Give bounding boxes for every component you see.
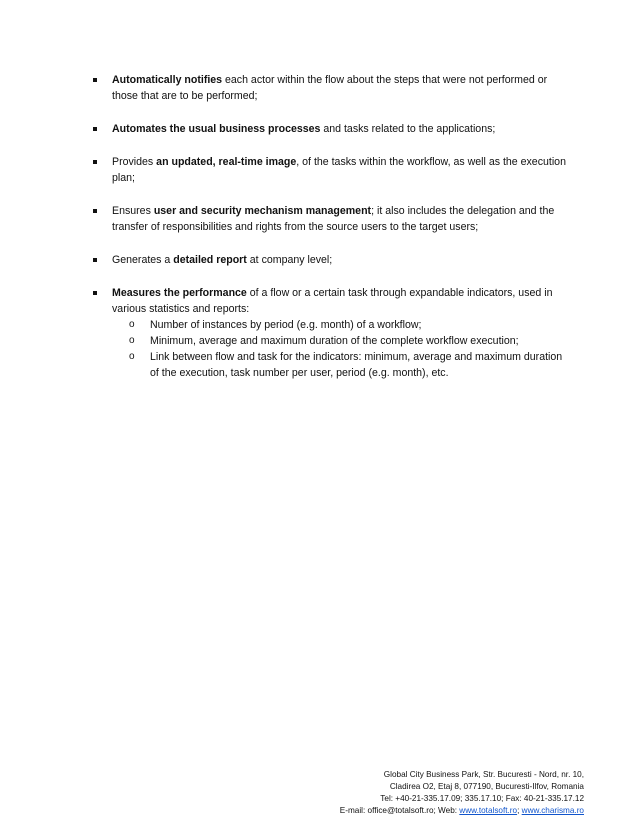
bullet-text: ; it also includes the delegation and the transfer of responsibilities and rights from the source users to the target users; — [112, 205, 555, 233]
square-bullet-icon — [93, 209, 97, 213]
square-bullet-icon — [93, 78, 97, 82]
feature-list — [89, 72, 569, 398]
list-item — [89, 72, 569, 104]
bullet-bold-text: detailed report — [173, 254, 247, 266]
bullet-bold-text: user and security mechanism management — [153, 205, 372, 217]
footer-address-line: Cladirea O2, Etaj 8, 077190, Bucuresti-Ilfov, Romania — [389, 782, 584, 791]
sub-list-item — [112, 349, 569, 381]
bullet-prefix: Ensures — [112, 205, 154, 217]
bullet-bold-text: an updated, real-time image — [156, 156, 297, 168]
list-item — [89, 154, 569, 186]
square-bullet-icon — [93, 258, 97, 262]
page-footer — [340, 769, 584, 817]
sub-list — [112, 317, 569, 381]
bullet-text: of a flow or a certain task through expandable indicators, used in various statistics and reports: — [112, 287, 553, 315]
square-bullet-icon — [93, 291, 97, 295]
footer-phone-line: Tel: +40-21-335.17.09; 335.17.10; Fax: 40-21-335.17.12 — [380, 794, 584, 803]
list-item — [89, 203, 569, 235]
bullet-prefix: Provides — [112, 156, 157, 168]
charisma-link[interactable]: www.charisma.ro — [521, 806, 584, 815]
circle-bullet-icon: o — [129, 319, 135, 330]
bullet-bold-text: Measures the performance — [112, 287, 247, 299]
bullet-text: , of the tasks within the workflow, as well as the execution plan; — [112, 156, 566, 184]
bullet-text: and tasks related to the applications; — [320, 123, 496, 135]
footer-address-line: Global City Business Park, Str. Bucuresti - Nord, nr. 10, — [383, 770, 584, 779]
sub-item-text: Link between flow and task for the indicators: minimum, average and maximum duration of the execution, task number per user, period (e.g. month), etc. — [150, 351, 563, 379]
circle-bullet-icon: o — [129, 351, 135, 362]
bullet-text: at company level; — [246, 254, 333, 266]
list-item — [89, 285, 569, 381]
square-bullet-icon — [93, 127, 97, 131]
sub-item-text: Number of instances by period (e.g. month) of a workflow; — [150, 319, 422, 331]
bullet-text: each actor within the flow about the steps that were not performed or those that are to be performed; — [112, 74, 548, 102]
footer-separator: ; — [517, 806, 522, 815]
square-bullet-icon — [93, 160, 97, 164]
circle-bullet-icon: o — [129, 335, 135, 346]
bullet-bold-text: Automatically notifies — [112, 74, 223, 86]
sub-item-text: Minimum, average and maximum duration of the complete workflow execution; — [150, 335, 519, 347]
list-item — [89, 252, 569, 268]
sub-list-item — [112, 317, 569, 333]
bullet-bold-text: Automates the usual business processes — [112, 123, 321, 135]
footer-email: E-mail: office@totalsoft.ro; Web: — [339, 806, 460, 815]
sub-list-item — [112, 333, 569, 349]
bullet-prefix: Generates a — [112, 254, 174, 266]
totalsoft-link[interactable]: www.totalsoft.ro — [459, 806, 518, 815]
footer-contact-line — [340, 805, 584, 817]
list-item — [89, 121, 569, 137]
